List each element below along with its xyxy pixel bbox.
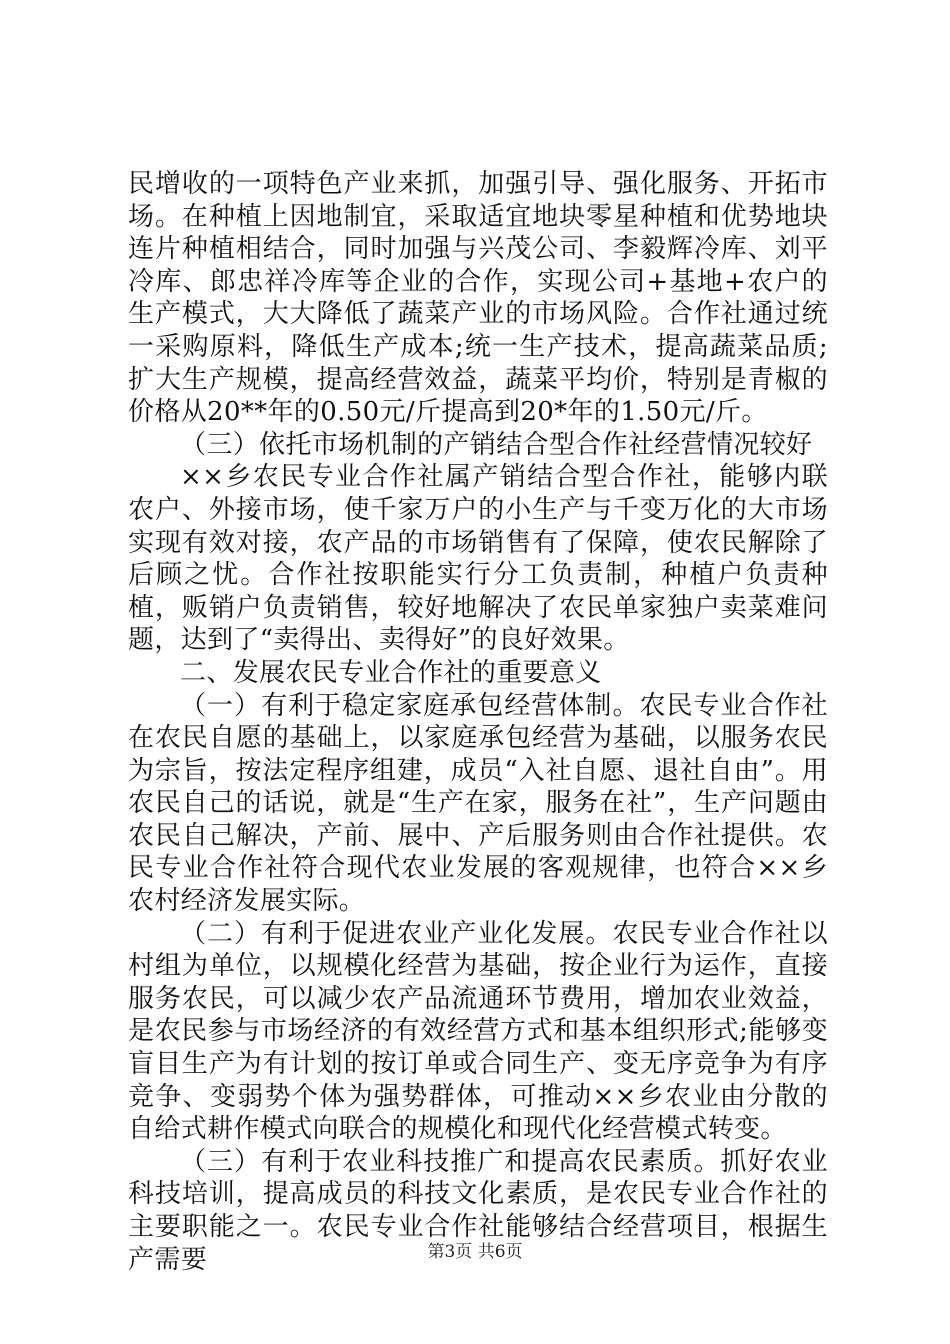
document-body	[128, 168, 828, 1276]
paragraph-3: （一）有利于稳定家庭承包经营体制。农民专业合作社在农民自愿的基础上，以家庭承包经营为基础，以服务农民为宗旨，按法定程序组建，成员“入社自愿、退社自由”。用农民自己的话说，就是“生产在家，服务在社”，生产问题由农民自己解决，产前、展中、产后服务则由合作社提供。农民专业合作社符合现代农业发展的客观规律，也符合××乡农村经济发展实际。	[128, 690, 828, 917]
paragraph-4: （二）有利于促进农业产业化发展。农民专业合作社以村组为单位，以规模化经营为基础，按企业行为运作，直接服务农民，可以减少农产品流通环节费用，增加农业效益，是农民参与市场经济的有效经营方式和基本组织形式;能够变盲目生产为有计划的按订单或合同生产、变无序竞争为有序竞争、变弱势个体为强势群体，可推动××乡农业由分散的自给式耕作模式向联合的规模化和现代化经营模式转变。	[128, 918, 828, 1145]
page-footer: 第3页 共6页	[427, 1242, 523, 1262]
chapter-heading-2: 二、发展农民专业合作社的重要意义	[180, 657, 602, 688]
section-heading-3: （三）依托市场机制的产销结合型合作社经营情况较好	[180, 429, 813, 460]
paragraph-5: （三）有利于农业科技推广和提高农民素质。抓好农业科技培训，提高成员的科技文化素质，是农民专业合作社的主要职能之一。农民专业合作社能够结合经营项目，根据生产需要	[128, 1146, 828, 1275]
paragraph-1: 民增收的一项特色产业来抓，加强引导、强化服务、开拓市场。在种植上因地制宜，采取适宜地块零星种植和优势地块连片种植相结合，同时加强与兴茂公司、李毅辉冷库、刘平冷库、郎忠祥冷库等企业的合作，实现公司+基地+农户的生产模式，大大降低了蔬菜产业的市场风险。合作社通过统一采购原料，降低生产成本;统一生产技术，提高蔬菜品质;扩大生产规模，提高经营效益，蔬菜平均价，特别是青椒的价格从20**年的0.50元/斤提高到20*年的1.50元/斤。	[128, 169, 828, 428]
paragraph-2: ××乡农民专业合作社属产销结合型合作社，能够内联农户、外接市场，使千家万户的小生产与千变万化的大市场实现有效对接，农产品的市场销售有了保障，使农民解除了后顾之忧。合作社按职能实行分工负责制，种植户负责种植，贩销户负责销售，较好地解决了农民单家独户卖菜难问题，达到了“卖得出、卖得好”的良好效果。	[128, 462, 828, 656]
